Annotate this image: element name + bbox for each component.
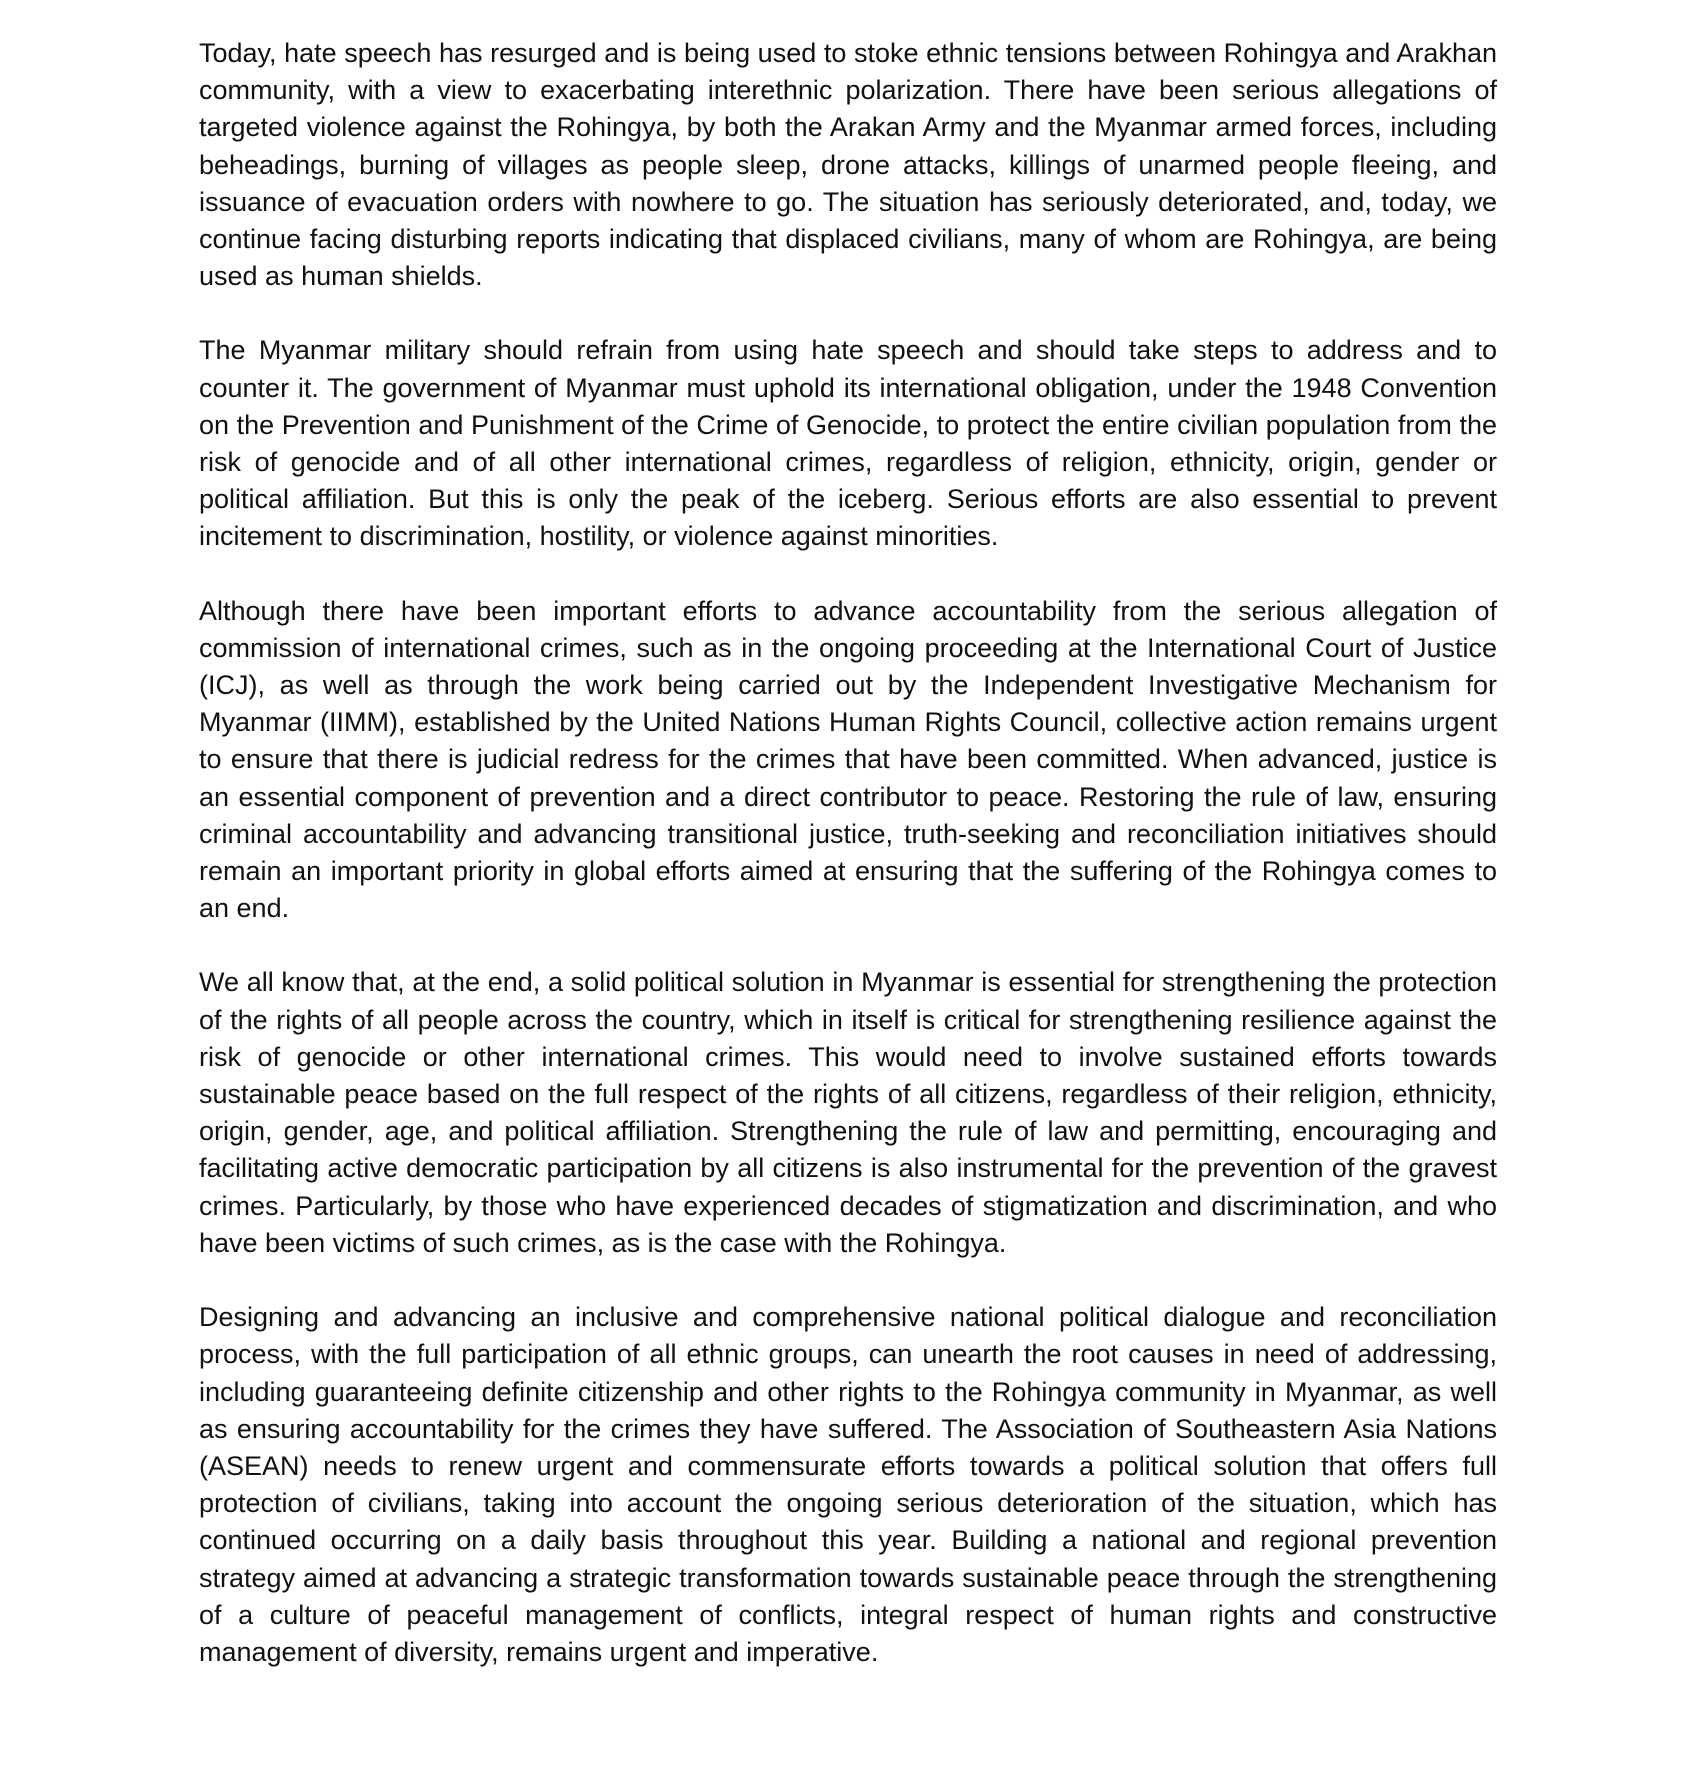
paragraph-hate-speech: Today, hate speech has resurged and is being used to stoke ethnic tensions between Rohingya and Arakhan community, with a view to exacerbating interethnic polarization. There have been serious allegations of targeted violence against the Rohingya, by both the Arakan Army and the Myanmar armed forces, including beheadings, burning of villages as people sleep, drone attacks, killings of unarmed people fleeing, and issuance of evacuation orders with nowhere to go. The situation has seriously deteriorated, and, today, we continue facing disturbing reports indicating that displaced civilians, many of whom are Rohingya, are being used as human shields. — [199, 38, 1497, 292]
paragraph-military-obligation: The Myanmar military should refrain from using hate speech and should take steps to address and to counter it. The government of Myanmar must uphold its international obligation, under the 1948 Convention on the Prevention and Punishment of the Crime of Genocide, to protect the entire civilian population from the risk of genocide and of all other international crimes, regardless of religion, ethnicity, origin, gender or political affiliation. But this is only the peak of the iceberg. Serious efforts are also essential to prevent incitement to discrimination, hostility, or violence against minorities. — [199, 335, 1497, 552]
paragraph-political-solution: We all know that, at the end, a solid political solution in Myanmar is essential for strengthening the protection of the rights of all people across the country, which in itself is critical for strengthening resilience against the risk of genocide or other international crimes. This would need to involve sustained efforts towards sustainable peace based on the full respect of the rights of all citizens, regardless of their religion, ethnicity, origin, gender, age, and political affiliation. Strengthening the rule of law and permitting, encouraging and facilitating active democratic participation by all citizens is also instrumental for the prevention of the gravest crimes. Particularly, by those who have experienced decades of stigmatization and discrimination, and who have been victims of such crimes, as is the case with the Rohingya. — [199, 967, 1497, 1258]
paragraph-national-dialogue: Designing and advancing an inclusive and comprehensive national political dialogue and reconciliation process, with the full participation of all ethnic groups, can unearth the root causes in need of addressing, including guaranteeing definite citizenship and other rights to the Rohingya community in Myanmar, as well as ensuring accountability for the crimes they have suffered. The Association of Southeastern Asia Nations (ASEAN) needs to renew urgent and commensurate efforts towards a political solution that offers full protection of civilians, taking into account the ongoing serious deterioration of the situation, which has continued occurring on a daily basis throughout this year. Building a national and regional prevention strategy aimed at advancing a strategic transformation towards sustainable peace through the strengthening of a culture of peaceful management of conflicts, integral respect of human rights and constructive management of diversity, remains urgent and imperative. — [199, 1302, 1497, 1667]
paragraph-accountability: Although there have been important efforts to advance accountability from the serious allegation of commission of international crimes, such as in the ongoing proceeding at the International Court of Justice (ICJ), as well as through the work being carried out by the Independent Investigative Mechanism for Myanmar (IIMM), established by the United Nations Human Rights Council, collective action remains urgent to ensure that there is judicial redress for the crimes that have been committed. When advanced, justice is an essential component of prevention and a direct contributor to peace. Restoring the rule of law, ensuring criminal accountability and advancing transitional justice, truth-seeking and reconciliation initiatives should remain an important priority in global efforts aimed at ensuring that the suffering of the Rohingya comes to an end. — [199, 595, 1497, 924]
document-body — [199, 35, 1497, 1671]
